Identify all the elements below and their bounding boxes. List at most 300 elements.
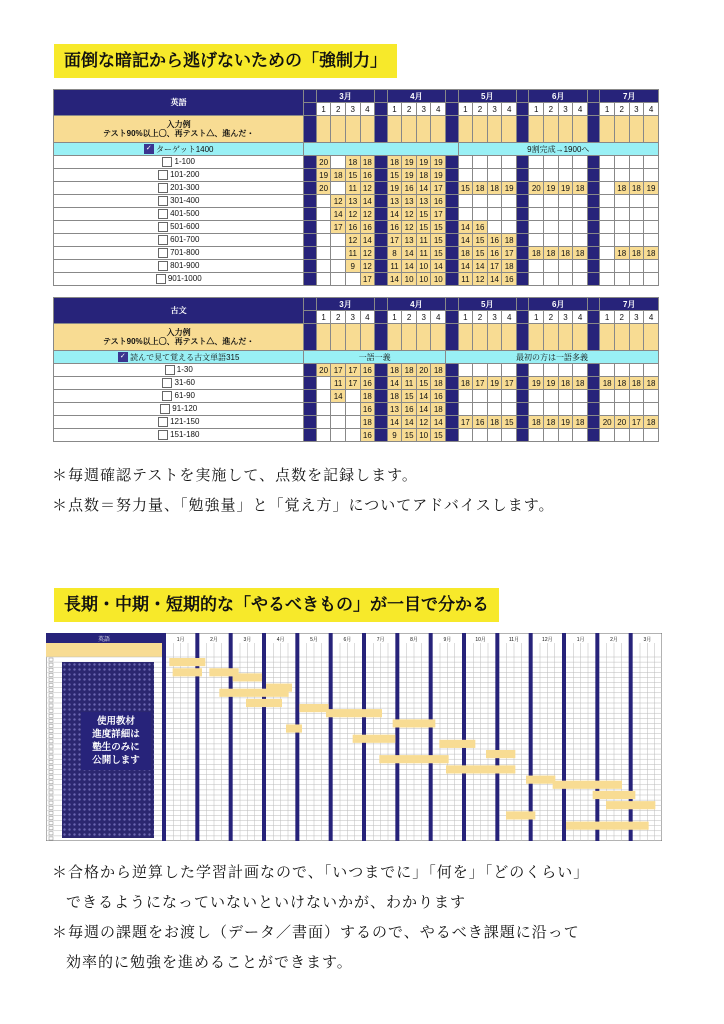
month-separator — [295, 633, 299, 841]
score-cell — [614, 390, 629, 403]
month-separator — [446, 195, 459, 208]
cell — [502, 116, 517, 143]
score-cell — [573, 169, 588, 182]
week-number: 2 — [473, 311, 488, 324]
checkbox[interactable] — [49, 724, 53, 727]
checkbox[interactable] — [158, 248, 168, 258]
score-cell: 12 — [360, 260, 375, 273]
row-label-text: 121-150 — [167, 417, 200, 427]
checkbox[interactable] — [165, 365, 175, 375]
score-cell — [558, 429, 573, 442]
checkbox[interactable] — [158, 261, 168, 271]
month-separator — [587, 156, 600, 169]
checkbox[interactable] — [49, 668, 53, 671]
score-cell — [600, 247, 615, 260]
score-cell: 16 — [360, 221, 375, 234]
english-schedule-table — [53, 89, 659, 286]
checkbox[interactable] — [49, 755, 53, 758]
score-cell: 19 — [529, 377, 544, 390]
score-cell — [316, 234, 331, 247]
checkbox[interactable] — [49, 740, 53, 743]
score-cell: 15 — [431, 221, 446, 234]
score-cell — [629, 156, 644, 169]
checkbox[interactable] — [49, 663, 53, 666]
month-separator — [587, 116, 600, 143]
task-bar — [606, 801, 655, 809]
month-separator — [304, 429, 317, 442]
score-cell — [529, 195, 544, 208]
week-number: 4 — [502, 311, 517, 324]
month-separator — [375, 116, 388, 143]
task-bar — [393, 719, 436, 727]
checkbox[interactable] — [49, 735, 53, 738]
score-cell: 14 — [331, 390, 346, 403]
score-cell — [487, 364, 502, 377]
score-cell: 10 — [416, 429, 431, 442]
checkbox[interactable] — [49, 745, 53, 748]
score-cell — [544, 390, 559, 403]
cell — [502, 324, 517, 351]
month-separator — [375, 221, 388, 234]
score-cell: 13 — [387, 403, 402, 416]
score-cell: 14 — [431, 416, 446, 429]
score-cell: 18 — [629, 247, 644, 260]
checkbox[interactable] — [49, 781, 53, 784]
month-separator — [446, 116, 459, 143]
month-separator — [516, 169, 529, 182]
score-cell — [473, 169, 488, 182]
score-cell: 17 — [345, 364, 360, 377]
week-number: 2 — [544, 311, 559, 324]
checkbox[interactable]: ✓ — [144, 144, 154, 154]
score-cell: 14 — [331, 208, 346, 221]
book-row — [54, 351, 659, 364]
checkbox[interactable] — [49, 796, 53, 799]
row-label-text: 151-180 — [167, 430, 200, 440]
checkbox[interactable] — [160, 404, 170, 414]
score-cell: 19 — [487, 377, 502, 390]
task-bar — [219, 689, 288, 697]
book-note: 一語一義 — [304, 351, 446, 364]
cell — [629, 116, 644, 143]
checkbox[interactable] — [49, 673, 53, 676]
checkbox[interactable] — [49, 699, 53, 702]
score-cell — [544, 195, 559, 208]
score-cell: 11 — [416, 234, 431, 247]
score-cell — [331, 156, 346, 169]
score-cell — [644, 208, 659, 221]
table-row — [54, 364, 659, 377]
score-cell: 19 — [431, 156, 446, 169]
cell — [544, 324, 559, 351]
score-cell — [345, 403, 360, 416]
score-cell: 16 — [360, 377, 375, 390]
score-cell — [544, 273, 559, 286]
cell — [558, 116, 573, 143]
checkbox[interactable] — [49, 750, 53, 753]
example-row — [54, 116, 659, 143]
checkbox[interactable] — [158, 209, 168, 219]
score-cell — [458, 403, 473, 416]
score-cell — [458, 208, 473, 221]
month-separator — [446, 169, 459, 182]
score-cell: 14 — [402, 416, 417, 429]
checkbox[interactable] — [49, 832, 53, 835]
score-cell: 18 — [544, 247, 559, 260]
score-cell: 18 — [402, 364, 417, 377]
score-cell: 18 — [629, 377, 644, 390]
checkbox[interactable] — [49, 770, 53, 773]
checkbox[interactable] — [49, 765, 53, 768]
month-separator — [304, 390, 317, 403]
month-separator — [587, 182, 600, 195]
score-cell: 12 — [473, 273, 488, 286]
score-cell: 14 — [416, 182, 431, 195]
score-cell — [558, 221, 573, 234]
score-cell: 12 — [416, 416, 431, 429]
checkbox[interactable] — [49, 678, 53, 681]
score-cell: 18 — [387, 390, 402, 403]
checkbox[interactable]: ✓ — [118, 352, 128, 362]
score-cell: 15 — [416, 208, 431, 221]
score-cell: 18 — [431, 364, 446, 377]
score-cell: 16 — [502, 273, 517, 286]
score-cell: 13 — [402, 195, 417, 208]
note-weekly-test: ＊毎週確認テストを実施して、点数を記録します。 — [52, 466, 418, 484]
month-separator — [587, 311, 600, 324]
month-separator — [516, 324, 529, 351]
book-title-text: ターゲット1400 — [153, 144, 214, 154]
book-title — [54, 351, 304, 364]
score-cell — [544, 169, 559, 182]
checkbox[interactable] — [49, 719, 53, 722]
month-separator — [375, 403, 388, 416]
score-cell — [573, 429, 588, 442]
score-cell — [629, 208, 644, 221]
score-cell — [629, 273, 644, 286]
score-cell — [502, 169, 517, 182]
score-cell — [614, 169, 629, 182]
month-separator — [516, 273, 529, 286]
score-cell — [331, 403, 346, 416]
checkbox[interactable] — [49, 658, 53, 661]
score-cell — [331, 247, 346, 260]
score-cell: 15 — [402, 429, 417, 442]
checkbox[interactable] — [158, 183, 168, 193]
row-label — [54, 273, 304, 286]
score-cell: 14 — [387, 273, 402, 286]
score-cell — [644, 273, 659, 286]
score-cell — [573, 273, 588, 286]
score-cell — [529, 234, 544, 247]
kobun-schedule-table — [53, 297, 659, 442]
task-bar — [286, 724, 302, 732]
week-number: 2 — [402, 311, 417, 324]
month-header: 6月 — [529, 90, 587, 103]
month-separator — [587, 169, 600, 182]
score-cell: 17 — [360, 273, 375, 286]
table-row — [54, 260, 659, 273]
month-header: 5月 — [458, 298, 516, 311]
score-cell: 15 — [431, 234, 446, 247]
month-separator — [304, 234, 317, 247]
score-cell — [458, 169, 473, 182]
score-cell — [502, 390, 517, 403]
table-row — [54, 429, 659, 442]
week-number: 2 — [614, 311, 629, 324]
week-number: 2 — [614, 103, 629, 116]
row-label — [54, 429, 304, 442]
score-cell: 16 — [402, 403, 417, 416]
score-cell: 18 — [502, 234, 517, 247]
month-separator — [229, 633, 233, 841]
row-label-text: 401-500 — [167, 209, 200, 219]
score-cell: 9 — [345, 260, 360, 273]
score-cell — [473, 429, 488, 442]
week-number: 4 — [644, 311, 659, 324]
score-cell — [558, 156, 573, 169]
score-cell: 15 — [402, 390, 417, 403]
score-cell — [573, 364, 588, 377]
score-cell — [529, 260, 544, 273]
checkbox[interactable] — [49, 760, 53, 763]
checkbox[interactable] — [49, 704, 53, 707]
checkbox[interactable] — [49, 776, 53, 779]
week-number: 1 — [458, 103, 473, 116]
month-separator — [587, 103, 600, 116]
score-cell: 11 — [416, 247, 431, 260]
cell — [402, 116, 417, 143]
checkbox[interactable] — [49, 801, 53, 804]
score-cell: 18 — [487, 182, 502, 195]
score-cell: 15 — [345, 169, 360, 182]
cell — [316, 116, 331, 143]
month-separator — [587, 324, 600, 351]
week-number: 2 — [402, 103, 417, 116]
table-row — [54, 234, 659, 247]
score-cell: 18 — [614, 247, 629, 260]
checkbox[interactable] — [162, 378, 172, 388]
cell — [614, 116, 629, 143]
month-separator — [446, 234, 459, 247]
score-cell — [331, 273, 346, 286]
table-row — [54, 195, 659, 208]
month-separator — [375, 182, 388, 195]
checkbox[interactable] — [49, 816, 53, 819]
cell — [360, 116, 375, 143]
table-row — [54, 403, 659, 416]
score-cell — [331, 260, 346, 273]
month-separator — [304, 377, 317, 390]
book-title — [54, 143, 304, 156]
task-bar — [169, 658, 205, 666]
month-separator — [446, 429, 459, 442]
checkbox[interactable] — [49, 684, 53, 687]
cell — [544, 116, 559, 143]
month-label: 6月 — [343, 637, 352, 643]
task-bar — [553, 781, 622, 789]
row-label-text: 301-400 — [167, 196, 200, 206]
score-cell — [573, 221, 588, 234]
week-number: 3 — [416, 103, 431, 116]
month-separator — [587, 221, 600, 234]
checkbox[interactable] — [158, 196, 168, 206]
month-separator — [446, 416, 459, 429]
score-cell: 14 — [360, 195, 375, 208]
score-cell: 16 — [402, 182, 417, 195]
score-cell — [473, 403, 488, 416]
score-cell — [529, 156, 544, 169]
cell — [529, 116, 544, 143]
score-cell — [316, 221, 331, 234]
score-cell: 16 — [360, 169, 375, 182]
input-example: 入力例 テスト90%以上〇、再テスト△、進んだ・ — [54, 324, 304, 351]
score-cell: 18 — [487, 416, 502, 429]
checkbox[interactable] — [49, 822, 53, 825]
month-separator — [446, 403, 459, 416]
checkbox[interactable] — [49, 786, 53, 789]
score-cell — [558, 169, 573, 182]
row-label — [54, 169, 304, 182]
score-cell — [629, 390, 644, 403]
month-separator — [516, 364, 529, 377]
row-label — [54, 247, 304, 260]
score-cell — [558, 403, 573, 416]
month-separator — [587, 90, 600, 103]
checkbox[interactable] — [158, 222, 168, 232]
task-bar — [526, 776, 555, 784]
checkbox[interactable] — [158, 430, 168, 440]
checkbox[interactable] — [49, 694, 53, 697]
checkbox[interactable] — [49, 827, 53, 830]
score-cell — [544, 429, 559, 442]
cell — [360, 324, 375, 351]
month-separator — [587, 429, 600, 442]
month-separator — [516, 429, 529, 442]
score-cell: 18 — [573, 247, 588, 260]
month-separator — [587, 390, 600, 403]
score-cell: 18 — [573, 416, 588, 429]
score-cell: 10 — [416, 273, 431, 286]
score-cell: 19 — [558, 416, 573, 429]
score-cell — [331, 416, 346, 429]
score-cell — [544, 403, 559, 416]
score-cell — [573, 234, 588, 247]
score-cell — [573, 390, 588, 403]
row-label-text: 201-300 — [167, 183, 200, 193]
month-separator — [375, 208, 388, 221]
score-cell: 14 — [387, 416, 402, 429]
month-label: 2月 — [610, 637, 618, 643]
score-cell: 11 — [387, 260, 402, 273]
checkbox[interactable] — [158, 417, 168, 427]
score-cell — [502, 364, 517, 377]
score-cell — [544, 208, 559, 221]
score-cell — [487, 156, 502, 169]
month-separator — [629, 633, 633, 841]
score-cell — [614, 364, 629, 377]
cell — [629, 324, 644, 351]
month-separator — [446, 221, 459, 234]
month-separator — [304, 195, 317, 208]
checkbox[interactable] — [162, 157, 172, 167]
row-label — [54, 195, 304, 208]
score-cell: 17 — [345, 377, 360, 390]
score-cell: 16 — [431, 390, 446, 403]
score-cell — [644, 156, 659, 169]
score-cell — [316, 260, 331, 273]
section2-title: 長期・中期・短期的な「やるべきもの」が一目で分かる — [54, 588, 499, 622]
score-cell — [600, 429, 615, 442]
checkbox[interactable] — [49, 791, 53, 794]
checkbox[interactable] — [49, 837, 53, 840]
score-cell — [529, 364, 544, 377]
checkbox[interactable] — [158, 170, 168, 180]
week-number: 4 — [431, 311, 446, 324]
week-number: 1 — [600, 311, 615, 324]
section1-title: 面倒な暗記から逃げないための「強制力」 — [54, 44, 397, 78]
month-separator — [375, 247, 388, 260]
checkbox[interactable] — [162, 391, 172, 401]
checkbox[interactable] — [49, 806, 53, 809]
month-separator — [375, 324, 388, 351]
checkbox[interactable] — [49, 730, 53, 733]
month-header: 6月 — [529, 298, 587, 311]
score-cell: 13 — [402, 234, 417, 247]
row-label-text: 801-900 — [167, 261, 200, 271]
month-separator — [262, 633, 266, 841]
checkbox[interactable] — [49, 709, 53, 712]
month-separator — [587, 234, 600, 247]
month-separator — [587, 403, 600, 416]
month-header: 3月 — [316, 90, 374, 103]
month-separator — [304, 273, 317, 286]
month-label: 2月 — [210, 637, 218, 643]
score-cell: 13 — [387, 195, 402, 208]
book-note: 最初の方は一語多義 — [446, 351, 659, 364]
month-separator — [304, 298, 317, 311]
checkbox[interactable] — [49, 689, 53, 692]
score-cell: 15 — [416, 221, 431, 234]
score-cell — [558, 260, 573, 273]
row-label-text: 901-1000 — [165, 274, 202, 284]
month-label: 7月 — [376, 637, 385, 643]
checkbox[interactable] — [158, 235, 168, 245]
score-cell — [573, 208, 588, 221]
week-number: 4 — [360, 103, 375, 116]
week-number: 4 — [431, 103, 446, 116]
week-number: 3 — [487, 311, 502, 324]
score-cell: 18 — [360, 156, 375, 169]
month-separator — [516, 234, 529, 247]
task-bar — [506, 811, 535, 819]
checkbox[interactable] — [49, 811, 53, 814]
score-cell: 18 — [558, 377, 573, 390]
score-cell: 12 — [360, 208, 375, 221]
checkbox[interactable] — [49, 714, 53, 717]
score-cell: 10 — [416, 260, 431, 273]
checkbox[interactable] — [156, 274, 166, 284]
task-bar — [326, 709, 382, 717]
month-separator — [446, 208, 459, 221]
cell — [345, 116, 360, 143]
week-number: 4 — [360, 311, 375, 324]
score-cell — [529, 273, 544, 286]
score-cell: 20 — [614, 416, 629, 429]
cell — [431, 116, 446, 143]
score-cell — [331, 429, 346, 442]
score-cell: 17 — [502, 377, 517, 390]
